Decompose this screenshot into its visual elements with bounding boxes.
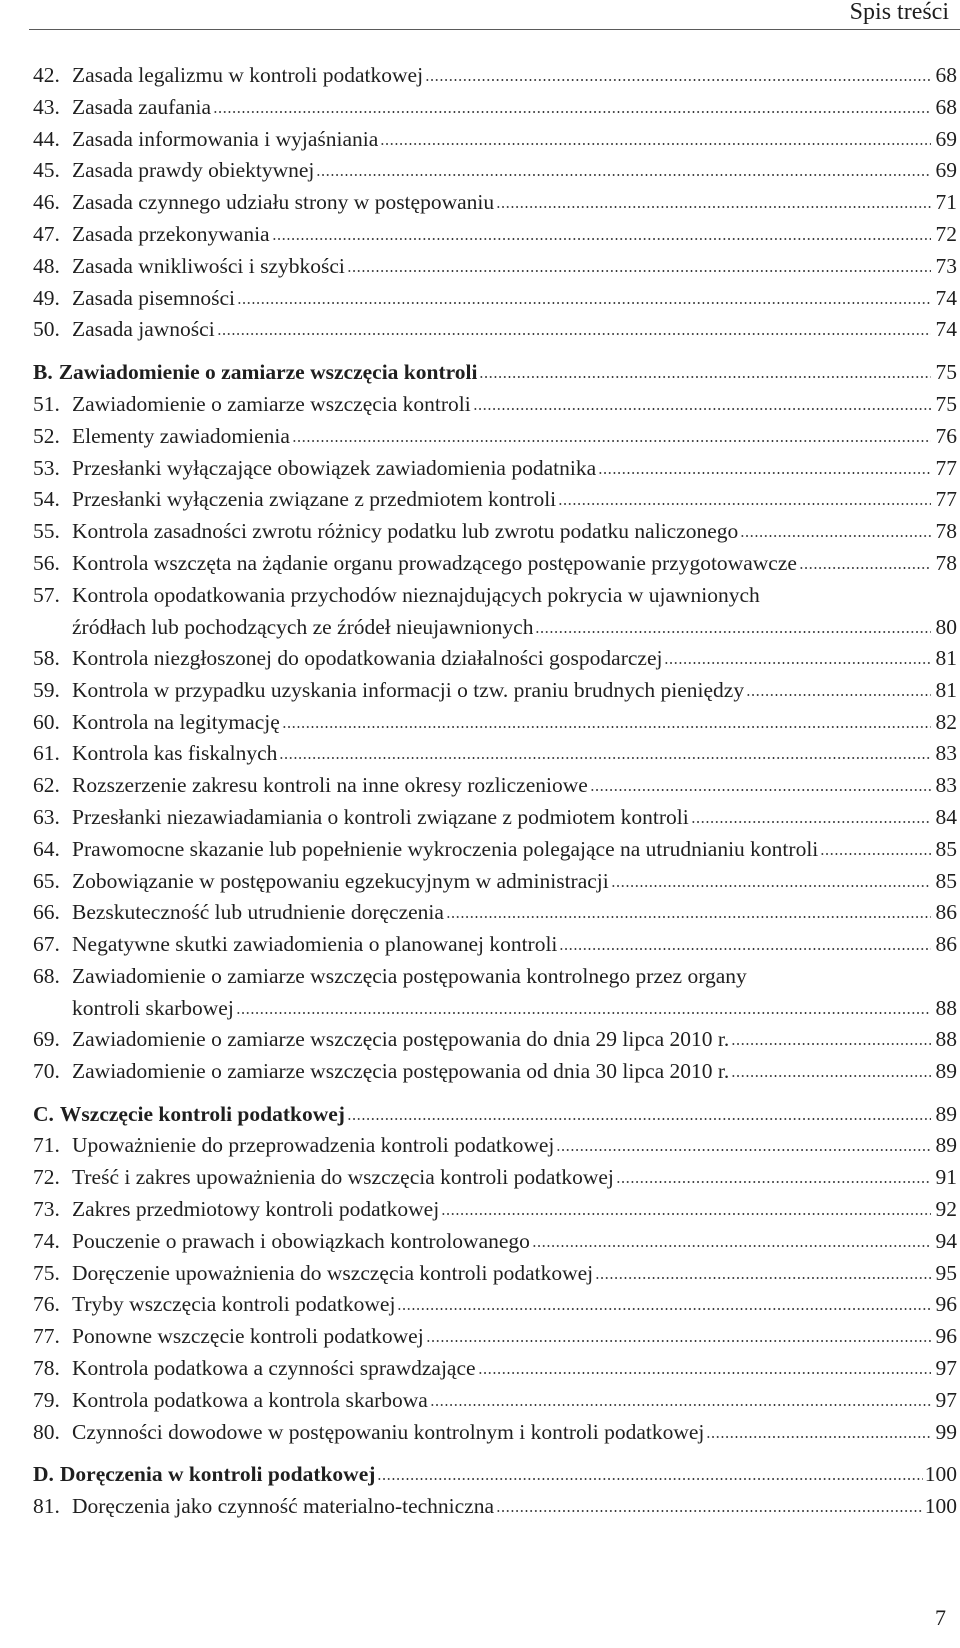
toc-page-number: 88 (935, 1027, 957, 1052)
toc-entry[interactable] (33, 1024, 957, 1056)
toc-entry[interactable] (33, 770, 957, 802)
toc-page-number: 77 (935, 487, 957, 512)
toc-page-number: 96 (935, 1292, 957, 1317)
toc-dot-leader (731, 1027, 931, 1046)
toc-entry-number: 44. (33, 126, 60, 151)
toc-entry-number: 71. (33, 1133, 60, 1158)
toc-entry[interactable] (33, 1130, 957, 1162)
toc-entry-title: Zakres przedmiotowy kontroli podatkowej (72, 1197, 440, 1222)
toc-entry-title: Zasada jawności (72, 317, 215, 342)
toc-page-number: 91 (935, 1165, 957, 1190)
toc-entry[interactable] (33, 219, 957, 251)
toc-entry-title: Zasada legalizmu w kontroli podatkowej (72, 63, 424, 87)
toc-entry-number: 49. (33, 285, 60, 310)
toc-page-number: 97 (935, 1387, 957, 1412)
toc-section-title: Doręczenia w kontroli podatkowej (59, 1462, 376, 1487)
toc-entry-title: Kontrola na legitymację (72, 709, 280, 734)
page-header-title: Spis treści (849, 0, 949, 25)
toc-dot-leader (496, 190, 931, 209)
toc-section-title: Zawiadomienie o zamiarze wszczęcia kontroli (58, 360, 478, 385)
toc-entry[interactable] (33, 1321, 957, 1353)
toc-page-number: 86 (935, 900, 957, 925)
toc-entry[interactable] (33, 834, 957, 866)
toc-dot-leader (595, 1260, 931, 1279)
toc-entry-title: Bezskuteczność lub utrudnienie doręczenia (72, 900, 444, 925)
toc-page-number: 71 (935, 190, 957, 215)
toc-page-number: 76 (935, 423, 957, 448)
toc-page-number: 83 (935, 741, 957, 766)
toc-entry-title: Kontrola zasadności zwrotu różnicy podatku lub zwrotu podatku naliczonego (72, 519, 739, 544)
toc-dot-leader (292, 423, 931, 442)
toc-entry-title: Kontrola niezgłoszonej do opodatkowania działalności gospodarczej (72, 645, 663, 670)
toc-page-number: 89 (935, 1058, 957, 1083)
toc-entry-title: Ponowne wszczęcie kontroli podatkowej (72, 1324, 424, 1349)
toc-entry[interactable] (33, 1194, 957, 1226)
toc-entry[interactable] (33, 283, 957, 315)
toc-dot-leader (347, 253, 931, 272)
toc-entry-title: Pouczenie o prawach i obowiązkach kontrolowanego (72, 1228, 530, 1253)
toc-entry-title: Upoważnienie do przeprowadzenia kontroli podatkowej (72, 1133, 555, 1158)
toc-entry-number: 69. (33, 1027, 60, 1052)
toc-entry-number: 67. (33, 932, 60, 957)
toc-entry-number: 43. (33, 94, 60, 119)
toc-entry-number: 72. (33, 1165, 60, 1190)
toc-entry-title: Zasada czynnego udziału strony w postępowaniu (72, 190, 495, 215)
toc-entry[interactable] (33, 580, 957, 643)
toc-dot-leader (478, 1356, 931, 1375)
toc-dot-leader (664, 646, 931, 665)
toc-dot-leader (590, 773, 931, 792)
toc-entry[interactable] (33, 643, 957, 675)
toc-dot-leader (611, 868, 931, 887)
toc-entry-title: Tryby wszczęcia kontroli podatkowej (72, 1292, 396, 1317)
toc-entry-number: 77. (33, 1324, 60, 1349)
toc-entry[interactable] (33, 1056, 957, 1088)
toc-entry-number: 58. (33, 645, 60, 670)
toc-entry[interactable] (33, 866, 957, 898)
toc-entry-title: Przesłanki wyłączające obowiązek zawiadomienia podatnika (72, 455, 597, 480)
toc-dot-leader (217, 317, 931, 336)
toc-dot-leader (377, 1462, 922, 1481)
toc-entry[interactable] (33, 1385, 957, 1417)
toc-entry-title: Zasada zaufania (72, 94, 212, 119)
toc-dot-leader (479, 360, 931, 379)
toc-entry-title: Zasada pisemności (72, 285, 235, 310)
toc-entry-number: 53. (33, 455, 60, 480)
toc-entry-number: 54. (33, 487, 60, 512)
toc-dot-leader (556, 1133, 931, 1152)
toc-dot-leader (237, 285, 931, 304)
toc-entry-title: Zawiadomienie o zamiarze wszczęcia kontroli (72, 391, 471, 416)
toc-entry[interactable] (33, 314, 957, 346)
toc-entry-title: Kontrola podatkowa a kontrola skarbowa (72, 1387, 428, 1412)
toc-page-number: 86 (935, 932, 957, 957)
toc-entry-title: Zawiadomienie o zamiarze wszczęcia postępowania do dnia 29 lipca 2010 r. (72, 1027, 730, 1052)
toc-entry-title: Zasada informowania i wyjaśniania (72, 126, 379, 151)
toc-dot-leader (558, 487, 931, 506)
toc-page-number: 100 (924, 1462, 957, 1487)
toc-dot-leader (740, 519, 931, 538)
toc-section-letter: B. (33, 360, 53, 385)
toc-entry[interactable] (33, 1491, 957, 1523)
toc-dot-leader (272, 222, 931, 241)
toc-page-number: 83 (935, 773, 957, 798)
toc-dot-leader (397, 1292, 931, 1311)
toc-page-number: 85 (935, 836, 957, 861)
toc-entry-number: 45. (33, 158, 60, 183)
toc-section-letter: D. (33, 1462, 54, 1487)
toc-dot-leader (282, 709, 931, 728)
toc-entry-number: 46. (33, 190, 60, 215)
toc-entry[interactable] (33, 1258, 957, 1290)
toc-dot-leader (213, 94, 931, 113)
toc-page-number: 74 (935, 285, 957, 310)
toc-page-number: 75 (935, 391, 957, 416)
toc-entry-number: 74. (33, 1228, 60, 1253)
toc-page-number: 78 (935, 519, 957, 544)
toc-entry-first-line (33, 580, 957, 612)
toc-page-number: 96 (935, 1324, 957, 1349)
toc-page-number: 72 (935, 221, 957, 246)
toc-entry-title: Kontrola opodatkowania przychodów nieznajdujących pokrycia w ujawnionych (72, 582, 760, 607)
toc-entry-title: Kontrola kas fiskalnych (72, 741, 278, 766)
toc-dot-leader (691, 805, 931, 824)
toc-dot-leader (496, 1494, 923, 1513)
toc-section-title: Wszczęcie kontroli podatkowej (59, 1101, 345, 1126)
toc-entry-first-line (33, 961, 957, 993)
toc-page-number: 69 (935, 158, 957, 183)
toc-dot-leader (746, 677, 931, 696)
toc-entry-title: Czynności dowodowe w postępowaniu kontrolnym i kontroli podatkowej (72, 1419, 705, 1444)
toc-entry-number: 80. (33, 1419, 60, 1444)
toc-entry-number: 60. (33, 709, 60, 734)
toc-entry-title: Prawomocne skazanie lub popełnienie wykroczenia polegające na utrudnianiu kontroli (72, 836, 819, 861)
toc-entry-title-continued: kontroli skarbowej (72, 995, 234, 1020)
toc-entry[interactable] (33, 1226, 957, 1258)
toc-page-number: 92 (935, 1197, 957, 1222)
toc-page-number: 84 (935, 804, 957, 829)
toc-page-number: 80 (935, 614, 957, 639)
toc-entry-continuation (33, 612, 957, 644)
toc-entry-title: Zasada prawdy obiektywnej (72, 158, 315, 183)
toc-entry-number: 73. (33, 1197, 60, 1222)
toc-entry[interactable] (33, 124, 957, 156)
toc-entry-number: 68. (33, 963, 60, 988)
toc-entry-title: Doręczenie upoważnienia do wszczęcia kontroli podatkowej (72, 1260, 594, 1285)
toc-entry-title-continued: źródłach lub pochodzących ze źródeł nieujawnionych (72, 614, 534, 639)
toc-page-number: 85 (935, 868, 957, 893)
toc-page-number: 99 (935, 1419, 957, 1444)
toc-entry-number: 51. (33, 391, 60, 416)
toc-dot-leader (425, 63, 931, 82)
toc-dot-leader (616, 1165, 931, 1184)
toc-entry-title: Doręczenia jako czynność materialno-techniczna (72, 1494, 495, 1519)
toc-entry-title: Kontrola w przypadku uzyskania informacji o tzw. praniu brudnych pieniędzy (72, 677, 745, 702)
toc-page-number: 75 (935, 360, 957, 385)
toc-page-number: 95 (935, 1260, 957, 1285)
toc-entry-number: 56. (33, 550, 60, 575)
toc-entry-number: 52. (33, 423, 60, 448)
toc-entry[interactable] (33, 1353, 957, 1385)
toc-entry-number: 55. (33, 519, 60, 544)
toc-entry-number: 50. (33, 317, 60, 342)
toc-section-letter: C. (33, 1101, 54, 1126)
toc-page-number: 73 (935, 253, 957, 278)
toc-entry-number: 65. (33, 868, 60, 893)
toc-entry-number: 76. (33, 1292, 60, 1317)
toc-dot-leader (279, 741, 931, 760)
toc-section-heading[interactable] (33, 1099, 957, 1131)
toc-page-number: 69 (935, 126, 957, 151)
toc-entry[interactable] (33, 516, 957, 548)
toc-section-heading[interactable] (33, 357, 957, 389)
toc-page-number: 81 (935, 677, 957, 702)
toc-page-number: 78 (935, 550, 957, 575)
toc-entry[interactable] (33, 1289, 957, 1321)
toc-entry-title: Elementy zawiadomienia (72, 423, 290, 448)
toc-entry[interactable] (33, 421, 957, 453)
toc-entry-number: 62. (33, 773, 60, 798)
toc-page-number: 89 (935, 1101, 957, 1126)
toc-entry[interactable] (33, 1417, 957, 1449)
toc-page-number: 100 (924, 1494, 957, 1519)
toc-entry-number: 79. (33, 1387, 60, 1412)
toc-entry-title: Zawiadomienie o zamiarze wszczęcia postępowania od dnia 30 lipca 2010 r. (72, 1058, 730, 1083)
toc-entry-title: Negatywne skutki zawiadomienia o planowanej kontroli (72, 932, 558, 957)
header-divider (29, 29, 960, 30)
toc-dot-leader (347, 1101, 931, 1120)
toc-page-number: 82 (935, 709, 957, 734)
toc-entry-title: Rozszerzenie zakresu kontroli na inne okresy rozliczeniowe (72, 773, 588, 798)
toc-entry[interactable] (33, 961, 957, 1024)
toc-entry[interactable] (33, 675, 957, 707)
toc-entry[interactable] (33, 738, 957, 770)
toc-entry-number: 66. (33, 900, 60, 925)
toc-page-number: 68 (935, 63, 957, 87)
running-header (0, 0, 960, 33)
toc-entry-title: Przesłanki wyłączenia związane z przedmiotem kontroli (72, 487, 557, 512)
toc-entry-title: Zasada przekonywania (72, 221, 270, 246)
toc-entry[interactable] (33, 251, 957, 283)
toc-entry-number: 75. (33, 1260, 60, 1285)
toc-dot-leader (441, 1197, 931, 1216)
toc-entry[interactable] (33, 1162, 957, 1194)
toc-dot-leader (559, 932, 931, 951)
toc-entry-number: 59. (33, 677, 60, 702)
toc-entry-number: 48. (33, 253, 60, 278)
toc-page-number: 94 (935, 1228, 957, 1253)
toc-dot-leader (535, 614, 931, 633)
toc-page-number: 77 (935, 455, 957, 480)
toc-entry[interactable] (33, 187, 957, 219)
toc-entry[interactable] (33, 929, 957, 961)
toc-page-number: 81 (935, 645, 957, 670)
toc-entry-title: Zawiadomienie o zamiarze wszczęcia postępowania kontrolnego przez organy (72, 963, 747, 988)
toc-entry-title: Kontrola podatkowa a czynności sprawdzające (72, 1356, 476, 1381)
toc-entry[interactable] (33, 389, 957, 421)
table-of-contents (33, 60, 957, 1523)
toc-entry-number: 63. (33, 804, 60, 829)
toc-entry-title: Kontrola wszczęta na żądanie organu prowadzącego postępowanie przygotowawcze (72, 550, 797, 575)
toc-entry-number: 57. (33, 582, 60, 607)
toc-entry[interactable] (33, 92, 957, 124)
toc-entry-title: Zobowiązanie w postępowaniu egzekucyjnym w administracji (72, 868, 609, 893)
toc-dot-leader (799, 551, 931, 570)
toc-page-number: 68 (935, 94, 957, 119)
toc-dot-leader (473, 392, 931, 411)
page-number: 7 (935, 1605, 946, 1630)
toc-dot-leader (426, 1324, 931, 1343)
toc-entry[interactable] (33, 155, 957, 187)
toc-dot-leader (446, 900, 931, 919)
toc-page-number: 97 (935, 1356, 957, 1381)
toc-entry-title: Przesłanki niezawiadamiania o kontroli związane z podmiotem kontroli (72, 804, 689, 829)
toc-dot-leader (316, 158, 931, 177)
toc-page-number: 88 (935, 995, 957, 1020)
toc-entry-number: 81. (33, 1494, 60, 1519)
toc-dot-leader (532, 1229, 931, 1248)
toc-entry-title: Treść i zakres upoważnienia do wszczęcia kontroli podatkowej (72, 1165, 614, 1190)
toc-entry-title: Zasada wnikliwości i szybkości (72, 253, 345, 278)
toc-entry[interactable] (33, 897, 957, 929)
toc-entry-continuation (33, 993, 957, 1025)
toc-dot-leader (731, 1059, 931, 1078)
toc-entry[interactable] (33, 453, 957, 485)
toc-entry[interactable] (33, 60, 957, 92)
toc-dot-leader (706, 1419, 931, 1438)
toc-entry[interactable] (33, 707, 957, 739)
toc-entry[interactable] (33, 548, 957, 580)
toc-section-heading[interactable] (33, 1459, 957, 1491)
toc-page-number: 89 (935, 1133, 957, 1158)
toc-dot-leader (430, 1388, 931, 1407)
toc-entry-number: 42. (33, 63, 60, 87)
toc-dot-leader (820, 836, 931, 855)
toc-dot-leader (598, 455, 931, 474)
toc-dot-leader (380, 126, 931, 145)
toc-dot-leader (236, 995, 931, 1014)
toc-entry-number: 64. (33, 836, 60, 861)
toc-entry[interactable] (33, 484, 957, 516)
toc-entry-number: 61. (33, 741, 60, 766)
toc-entry-number: 78. (33, 1356, 60, 1381)
toc-entry[interactable] (33, 802, 957, 834)
toc-page-number: 74 (935, 317, 957, 342)
toc-entry-number: 47. (33, 221, 60, 246)
toc-entry-number: 70. (33, 1058, 60, 1083)
